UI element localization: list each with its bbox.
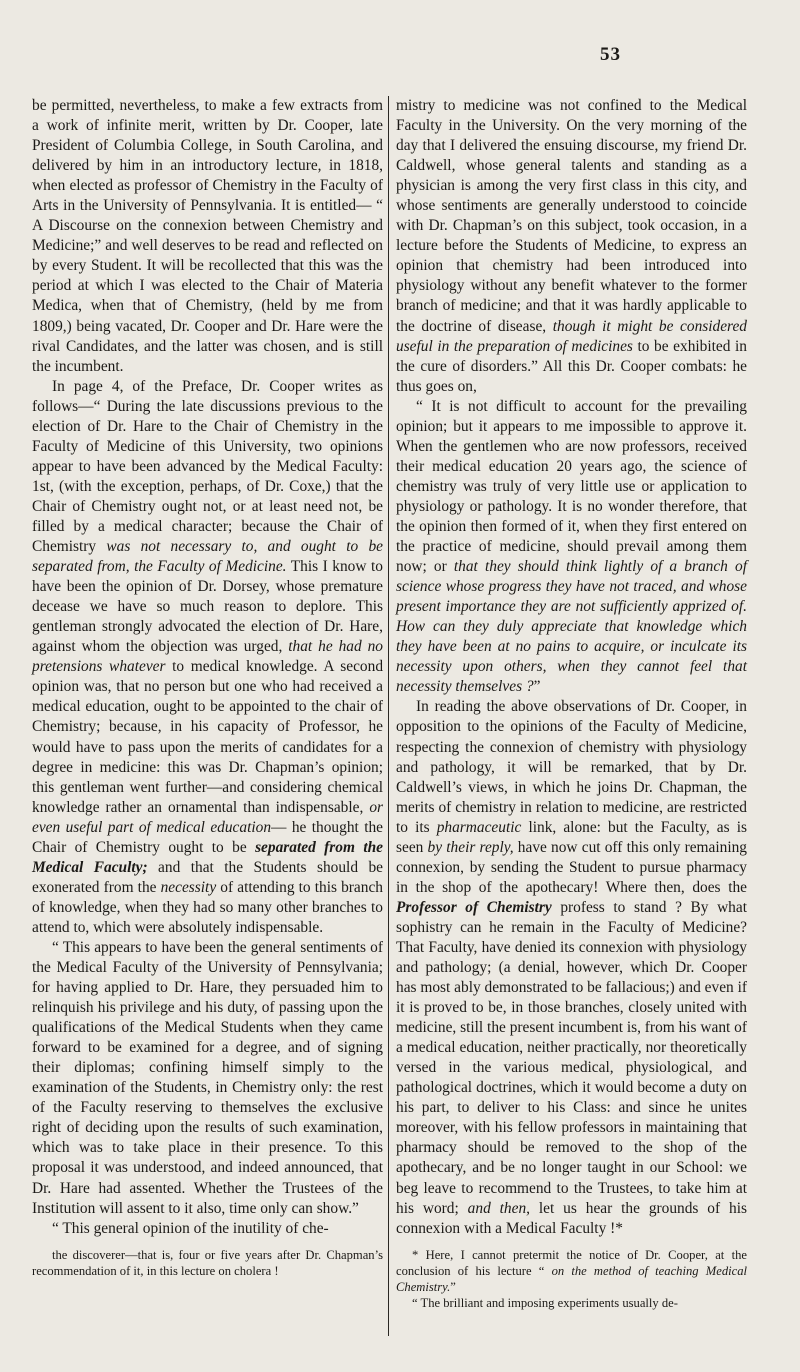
right-paragraph-1: mistry to medicine was not confined to the Medical Faculty in the University. On the very morning of the day that I delivered the ensuing discourse, my friend Dr. Caldwell, whose general talents and standing as a physician is among the very first class in this city, and whose sentiments are generally understood to coincide with Dr. Chapman’s on this subject, took occasion, in a lecture before the Students of Medicine, to express an opinion that chemistry had been introduced into physiology without any benefit whatever to the former branch of medicine; and that it was hardly applicable to the doctrine of disease, though it might be considered useful in the preparation of medicines to be exhibited in the cure of disorders.” All this Dr. Cooper combats: he thus goes on,: [396, 97, 747, 395]
page-number: 53: [600, 44, 621, 65]
left-paragraph-4: “ This general opinion of the inutility of che-: [52, 1219, 329, 1237]
left-column: [32, 96, 383, 1279]
right-footnote-1: * Here, I cannot pretermit the notice of Dr. Cooper, at the conclusion of his lecture “ on the method of teaching Medical Chemistry.”: [396, 1247, 747, 1294]
right-footnote-2: “ The brilliant and imposing experiments usually de-: [412, 1295, 678, 1310]
left-footnote: the discoverer—that is, four or five years after Dr. Chapman’s recommendation of it, in this lecture on cholera !: [32, 1247, 383, 1278]
left-paragraph-1: be permitted, nevertheless, to make a few extracts from a work of infinite merit, written by Dr. Cooper, late President of Columbia College, in South Carolina, and delivered by him in an introductory lecture, in 1818, when elected as professor of Chemistry in the Faculty of Arts in the University of Pennsylvania. It is entitled— “ A Discourse on the connexion between Chemistry and Medicine;” and well deserves to be read and reflected on by every Student. It will be recollected that this was the period at which I was elected to the Chair of Materia Medica, when that of Chemistry, (held by me from 1809,) being vacated, Dr. Cooper and Dr. Hare were the rival Candidates, and the latter was chosen, and is still the incumbent.: [32, 97, 383, 375]
right-column: [396, 96, 747, 1311]
right-paragraph-3: In reading the above observations of Dr. Cooper, in opposition to the opinions of the Faculty of Medicine, respecting the connexion of chemistry with physiology and pathology, it will be remarked, that by Dr. Caldwell’s views, in which he joins Dr. Chapman, the merits of chemistry in relation to medicine, are restricted to its pharmaceutic link, alone: but the Faculty, as is seen by their reply, have now cut off this only remaining connexion, by sending the Student to pursue pharmacy in the shop of the apothecary! Where then, does the Professor of Chemistry profess to stand ? By what sophistry can he remain in the Faculty of Medicine? That Faculty, have denied its connexion with physiology and pathology; (a denial, however, which Dr. Cooper has most ably demonstrated to be fallacious;) and even if it is proved to be, in those branches, closely united with medicine, still the present incumbent is, from his want of a medical education, neither practically, nor theoretically versed in the various medical, physiological, and pathological doctrines, which it would become a duty on his part, to deliver to his Class: and since he unites moreover, with his fellow professors in maintaining that pharmacy should be removed to the shop of the apothecary, and be no longer taught in our School: we beg leave to recommend to the Trustees, to take him at his word; and then, let us hear the grounds of his connexion with a Medical Faculty !*: [396, 698, 747, 1237]
right-paragraph-2: “ It is not difficult to account for the prevailing opinion; but it appears to me impossible to approve it. When the gentlemen who are now professors, received their medical education 20 years ago, the science of chemistry was truly of very little use or application to physiology or pathology. It is no wonder therefore, that the opinion then formed of it, when they first entered on the practice of medicine, should prevail among them now; or that they should think lightly of a branch of science whose progress they have not traced, and whose present importance they are not sufficiently apprized of. How can they duly appreciate that knowledge which they have been at no pains to acquire, or inculcate its necessity upon others, when they cannot feel that necessity themselves ?”: [396, 397, 747, 696]
column-divider: [388, 96, 389, 1336]
left-paragraph-2: In page 4, of the Preface, Dr. Cooper writes as follows—“ During the late discussions previous to the election of Dr. Hare to the Chair of Chemistry in the Faculty of Medicine of this University, two opinions appear to have been advanced by the Medical Faculty: 1st, (with the exception, perhaps, of Dr. Coxe,) that the Chair of Chemistry ought not, or at least need not, be filled by a medical character; because the Chair of Chemistry was not necessary to, and ought to be separated from, the Faculty of Medicine. This I know to have been the opinion of Dr. Dorsey, whose premature decease we have so much reason to deplore. This gentleman strongly advocated the election of Dr. Hare, against whom the objection was urged, that he had no pretensions whatever to medical knowledge. A second opinion was, that no person but one who had received a medical education, ought to be appointed to the chair of Chemistry; because, in his capacity of Professor, he would have to pass upon the merits of candidates for a degree in medicine: this was Dr. Chapman’s opinion; this gentleman went further—and considering chemical knowledge rather an ornamental than indispensable, or even useful part of medical education— he thought the Chair of Chemistry ought to be separated from the Medical Faculty; and that the Students should be exonerated from the necessity of attending to this branch of knowledge, when they had so many other branches to attend to, which were absolutely indispensable.: [32, 377, 384, 936]
left-paragraph-3: “ This appears to have been the general sentiments of the Medical Faculty of the University of Pennsylvania; for having applied to Dr. Hare, they persuaded him to relinquish his privilege and his duty, of passing upon the qualifications of the Medical Students when they came forward to be examined for a degree, and of signing their diplomas; confining himself simply to the examination of the Students, in Chemistry only: the rest of the Faculty reserving to themselves the exclusive right of deciding upon the results of such examination, which was to take place in their presence. To this proposal it was understood, and indeed announced, that Dr. Hare had assented. Whether the Trustees of the Institution will assent to it also, time only can show.”: [32, 938, 383, 1217]
